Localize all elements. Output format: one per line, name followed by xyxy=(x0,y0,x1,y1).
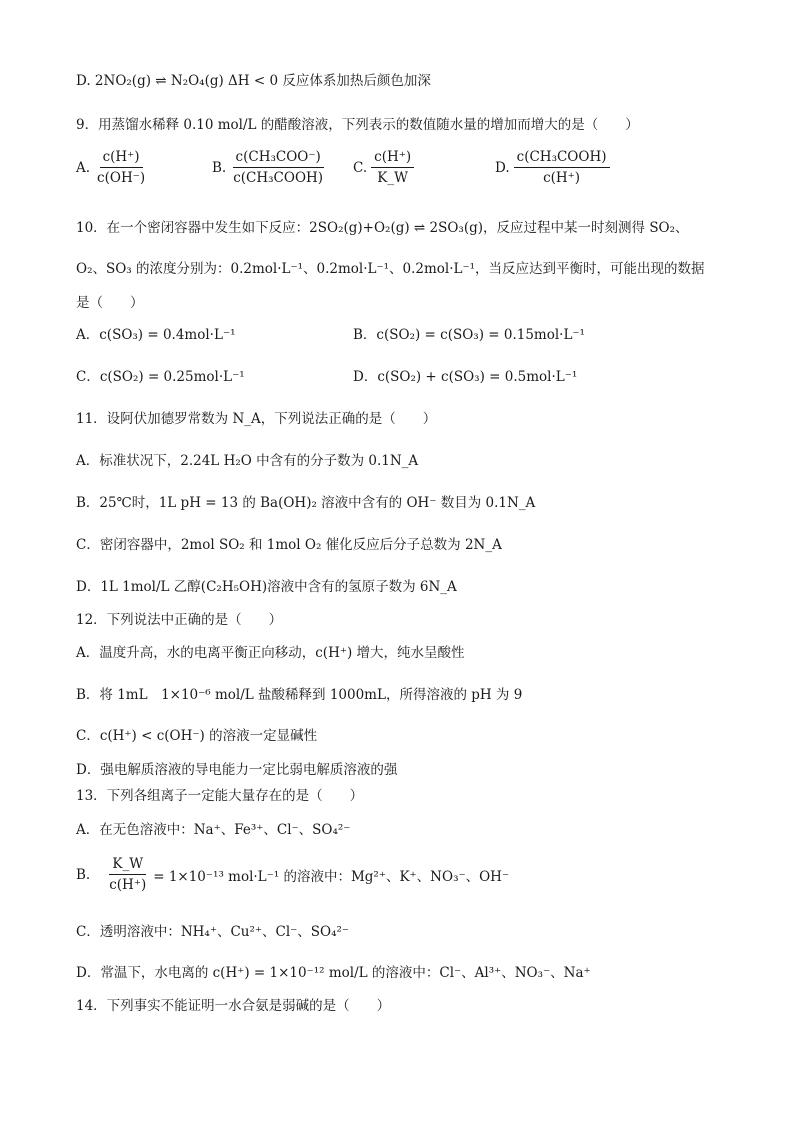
q10-option-a: A．c(SO₃) = 0.4mol·L⁻¹ xyxy=(76,327,236,343)
q10-option-c: C．c(SO₂) = 0.25mol·L⁻¹ xyxy=(76,369,245,385)
q13-option-a: A．在无色溶液中：Na⁺、Fe³⁺、Cl⁻、SO₄²⁻ xyxy=(76,822,351,838)
fraction xyxy=(514,148,610,187)
q10-stem-line1: 10．在一个密闭容器中发生如下反应：2SO₂(g)+O₂(g) ⇌ 2SO₃(g)，反应过程中某一时刻测得 SO₂、 xyxy=(76,220,689,236)
fraction xyxy=(106,855,149,894)
q13-option-b xyxy=(76,855,509,894)
q10-stem-line2: O₂、SO₃ 的浓度分别为：0.2mol·L⁻¹、0.2mol·L⁻¹、0.2mol·L⁻¹，当反应达到平衡时，可能出现的数据 xyxy=(76,261,705,277)
option-label: C. xyxy=(353,159,368,176)
option-label: D. xyxy=(495,159,510,176)
q9-option-b xyxy=(212,148,328,187)
q12-option-a: A．温度升高，水的电离平衡正向移动，c(H⁺) 增大，纯水呈酸性 xyxy=(76,645,465,661)
fraction xyxy=(230,148,326,187)
q13-option-d: D．常温下，水电离的 c(H⁺) = 1×10⁻¹² mol/L 的溶液中：Cl⁻、Al³⁺、NO₃⁻、Na⁺ xyxy=(76,965,591,981)
q13-option-b-text: = 1×10⁻¹³ mol·L⁻¹ 的溶液中：Mg²⁺、K⁺、NO₃⁻、OH⁻ xyxy=(153,868,510,885)
q11-option-a: A．标准状况下，2.24L H₂O 中含有的分子数为 0.1N_A xyxy=(76,453,419,469)
q14-stem: 14．下列事实不能证明一水合氨是弱碱的是（ ） xyxy=(76,998,391,1014)
q8-option-d: D. 2NO₂(g) ⇌ N₂O₄(g) ΔH < 0 反应体系加热后颜色加深 xyxy=(76,73,431,89)
q12-option-b: B．将 1mL 1×10⁻⁶ mol/L 盐酸稀释到 1000mL，所得溶液的 pH 为 9 xyxy=(76,687,523,703)
q11-option-d: D．1L 1mol/L 乙醇(C₂H₅OH)溶液中含有的氢原子数为 6N_A xyxy=(76,579,457,595)
q13-stem: 13．下列各组离子一定能大量存在的是（ ） xyxy=(76,788,364,804)
numerator: c(CH₃COOH) xyxy=(514,148,610,168)
q11-option-b: B．25℃时，1L pH = 13 的 Ba(OH)₂ 溶液中含有的 OH⁻ 数目为 0.1N_A xyxy=(76,495,536,511)
denominator: c(H⁺) xyxy=(109,877,147,893)
q13-option-c: C．透明溶液中：NH₄⁺、Cu²⁺、Cl⁻、SO₄²⁻ xyxy=(76,924,350,940)
q9-stem: 9．用蒸馏水稀释 0.10 mol/L 的醋酸溶液，下列表示的数值随水量的增加而增大的是（ ） xyxy=(76,117,639,133)
denominator: c(H⁺) xyxy=(543,170,581,186)
option-label: A. xyxy=(76,159,91,176)
numerator: c(H⁺) xyxy=(371,148,414,168)
q9-option-c xyxy=(353,148,416,187)
q12-option-c: C．c(H⁺) < c(OH⁻) 的溶液一定显碱性 xyxy=(76,728,318,744)
numerator: K_W xyxy=(109,855,146,875)
q11-stem: 11．设阿伏加德罗常数为 N_A，下列说法正确的是（ ） xyxy=(76,411,437,427)
denominator: c(OH⁻) xyxy=(97,170,146,186)
denominator: c(CH₃COOH) xyxy=(233,170,324,186)
fraction xyxy=(371,148,414,187)
numerator: c(H⁺) xyxy=(100,148,143,168)
fraction xyxy=(94,148,148,187)
option-label: B. xyxy=(76,866,91,883)
q10-stem-line3: 是（ ） xyxy=(76,295,144,311)
q12-stem: 12．下列说法中正确的是（ ） xyxy=(76,612,283,628)
q9-option-a xyxy=(76,148,150,187)
q10-option-b: B．c(SO₂) = c(SO₃) = 0.15mol·L⁻¹ xyxy=(353,327,585,343)
q11-option-c: C．密闭容器中，2mol SO₂ 和 1mol O₂ 催化反应后分子总数为 2N_A xyxy=(76,537,502,553)
q9-option-d xyxy=(495,148,612,187)
denominator: K_W xyxy=(377,170,408,186)
option-label: B. xyxy=(212,159,227,176)
q10-option-d: D．c(SO₂) + c(SO₃) = 0.5mol·L⁻¹ xyxy=(353,369,578,385)
q12-option-d: D．强电解质溶液的导电能力一定比弱电解质溶液的强 xyxy=(76,762,398,778)
numerator: c(CH₃COO⁻) xyxy=(233,148,324,168)
